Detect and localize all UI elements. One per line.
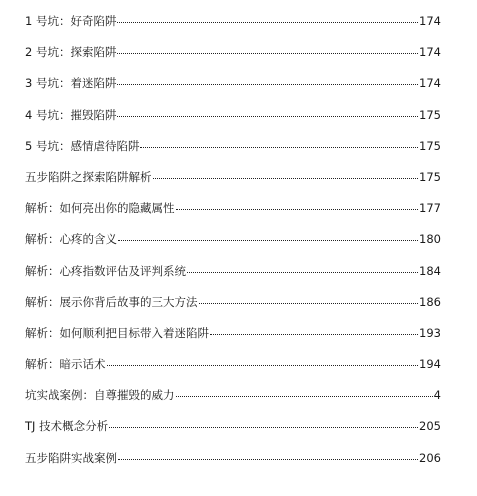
toc-entry-page: 175: [419, 107, 441, 122]
dot-leader: [117, 22, 418, 23]
dot-leader: [109, 427, 418, 428]
toc-entry-title: 坑实战案例：自尊摧毁的威力: [25, 388, 175, 403]
toc-entry-page: 194: [419, 357, 441, 372]
toc-entry[interactable]: [25, 287, 441, 318]
toc-entry-title: 解析：展示你背后故事的三大方法: [25, 294, 198, 309]
toc-entry[interactable]: [25, 68, 441, 99]
toc-entry-page: 174: [419, 76, 441, 91]
toc-entry-title: 解析：暗示话术: [25, 357, 106, 372]
toc-entry-page: 184: [419, 263, 441, 278]
dot-leader: [107, 365, 419, 366]
toc-entry[interactable]: [25, 37, 441, 68]
toc-entry[interactable]: [25, 6, 441, 37]
toc-entry-title: 解析：心疼的含义: [25, 232, 117, 247]
toc-entry-page: 174: [419, 14, 441, 28]
toc-entry[interactable]: [25, 443, 441, 474]
toc-entry-page: 175: [419, 138, 441, 153]
toc-entry[interactable]: [25, 349, 441, 380]
toc-entry-page: 206: [419, 450, 441, 465]
toc-entry-title: TJ 技术概念分析: [25, 419, 109, 434]
dot-leader: [117, 84, 418, 85]
dot-leader: [210, 334, 418, 335]
toc-entry-page: 177: [419, 201, 441, 216]
toc-entry-title: 五步陷阱之探索陷阱解析: [25, 169, 152, 184]
toc-entry[interactable]: [25, 193, 441, 224]
toc-entry-title: 2 号坑：探索陷阱: [25, 45, 117, 60]
toc-entry[interactable]: [25, 131, 441, 162]
table-of-contents: [25, 6, 441, 474]
toc-entry-title: 1 号坑：好奇陷阱: [25, 14, 117, 28]
toc-entry-title: 解析：心疼指数评估及评判系统: [25, 263, 186, 278]
toc-entry[interactable]: [25, 411, 441, 442]
toc-entry-page: 186: [419, 294, 441, 309]
dot-leader: [117, 53, 418, 54]
toc-entry-title: 解析：如何亮出你的隐藏属性: [25, 201, 175, 216]
toc-entry-page: 175: [419, 169, 441, 184]
toc-entry-title: 解析：如何顺利把目标带入着迷陷阱: [25, 325, 209, 340]
toc-entry-page: 193: [419, 325, 441, 340]
dot-leader: [199, 303, 419, 304]
toc-entry[interactable]: [25, 100, 441, 131]
toc-entry[interactable]: [25, 256, 441, 287]
toc-entry[interactable]: [25, 162, 441, 193]
toc-entry[interactable]: [25, 224, 441, 255]
toc-entry-page: 4: [433, 388, 441, 403]
dot-leader: [140, 147, 418, 148]
toc-entry-page: 174: [419, 45, 441, 60]
toc-entry-page: 180: [419, 232, 441, 247]
toc-entry[interactable]: [25, 380, 441, 411]
toc-entry-title: 3 号坑：着迷陷阱: [25, 76, 117, 91]
toc-entry-title: 4 号坑：摧毁陷阱: [25, 107, 117, 122]
toc-entry-page: 205: [419, 419, 441, 434]
toc-entry-title: 5 号坑：感情虐待陷阱: [25, 138, 140, 153]
toc-entry-title: 五步陷阱实战案例: [25, 450, 117, 465]
dot-leader: [187, 272, 418, 273]
toc-entry[interactable]: [25, 318, 441, 349]
dot-leader: [176, 396, 433, 397]
dot-leader: [118, 240, 418, 241]
dot-leader: [118, 459, 418, 460]
dot-leader: [153, 178, 419, 179]
dot-leader: [117, 116, 418, 117]
dot-leader: [176, 209, 419, 210]
